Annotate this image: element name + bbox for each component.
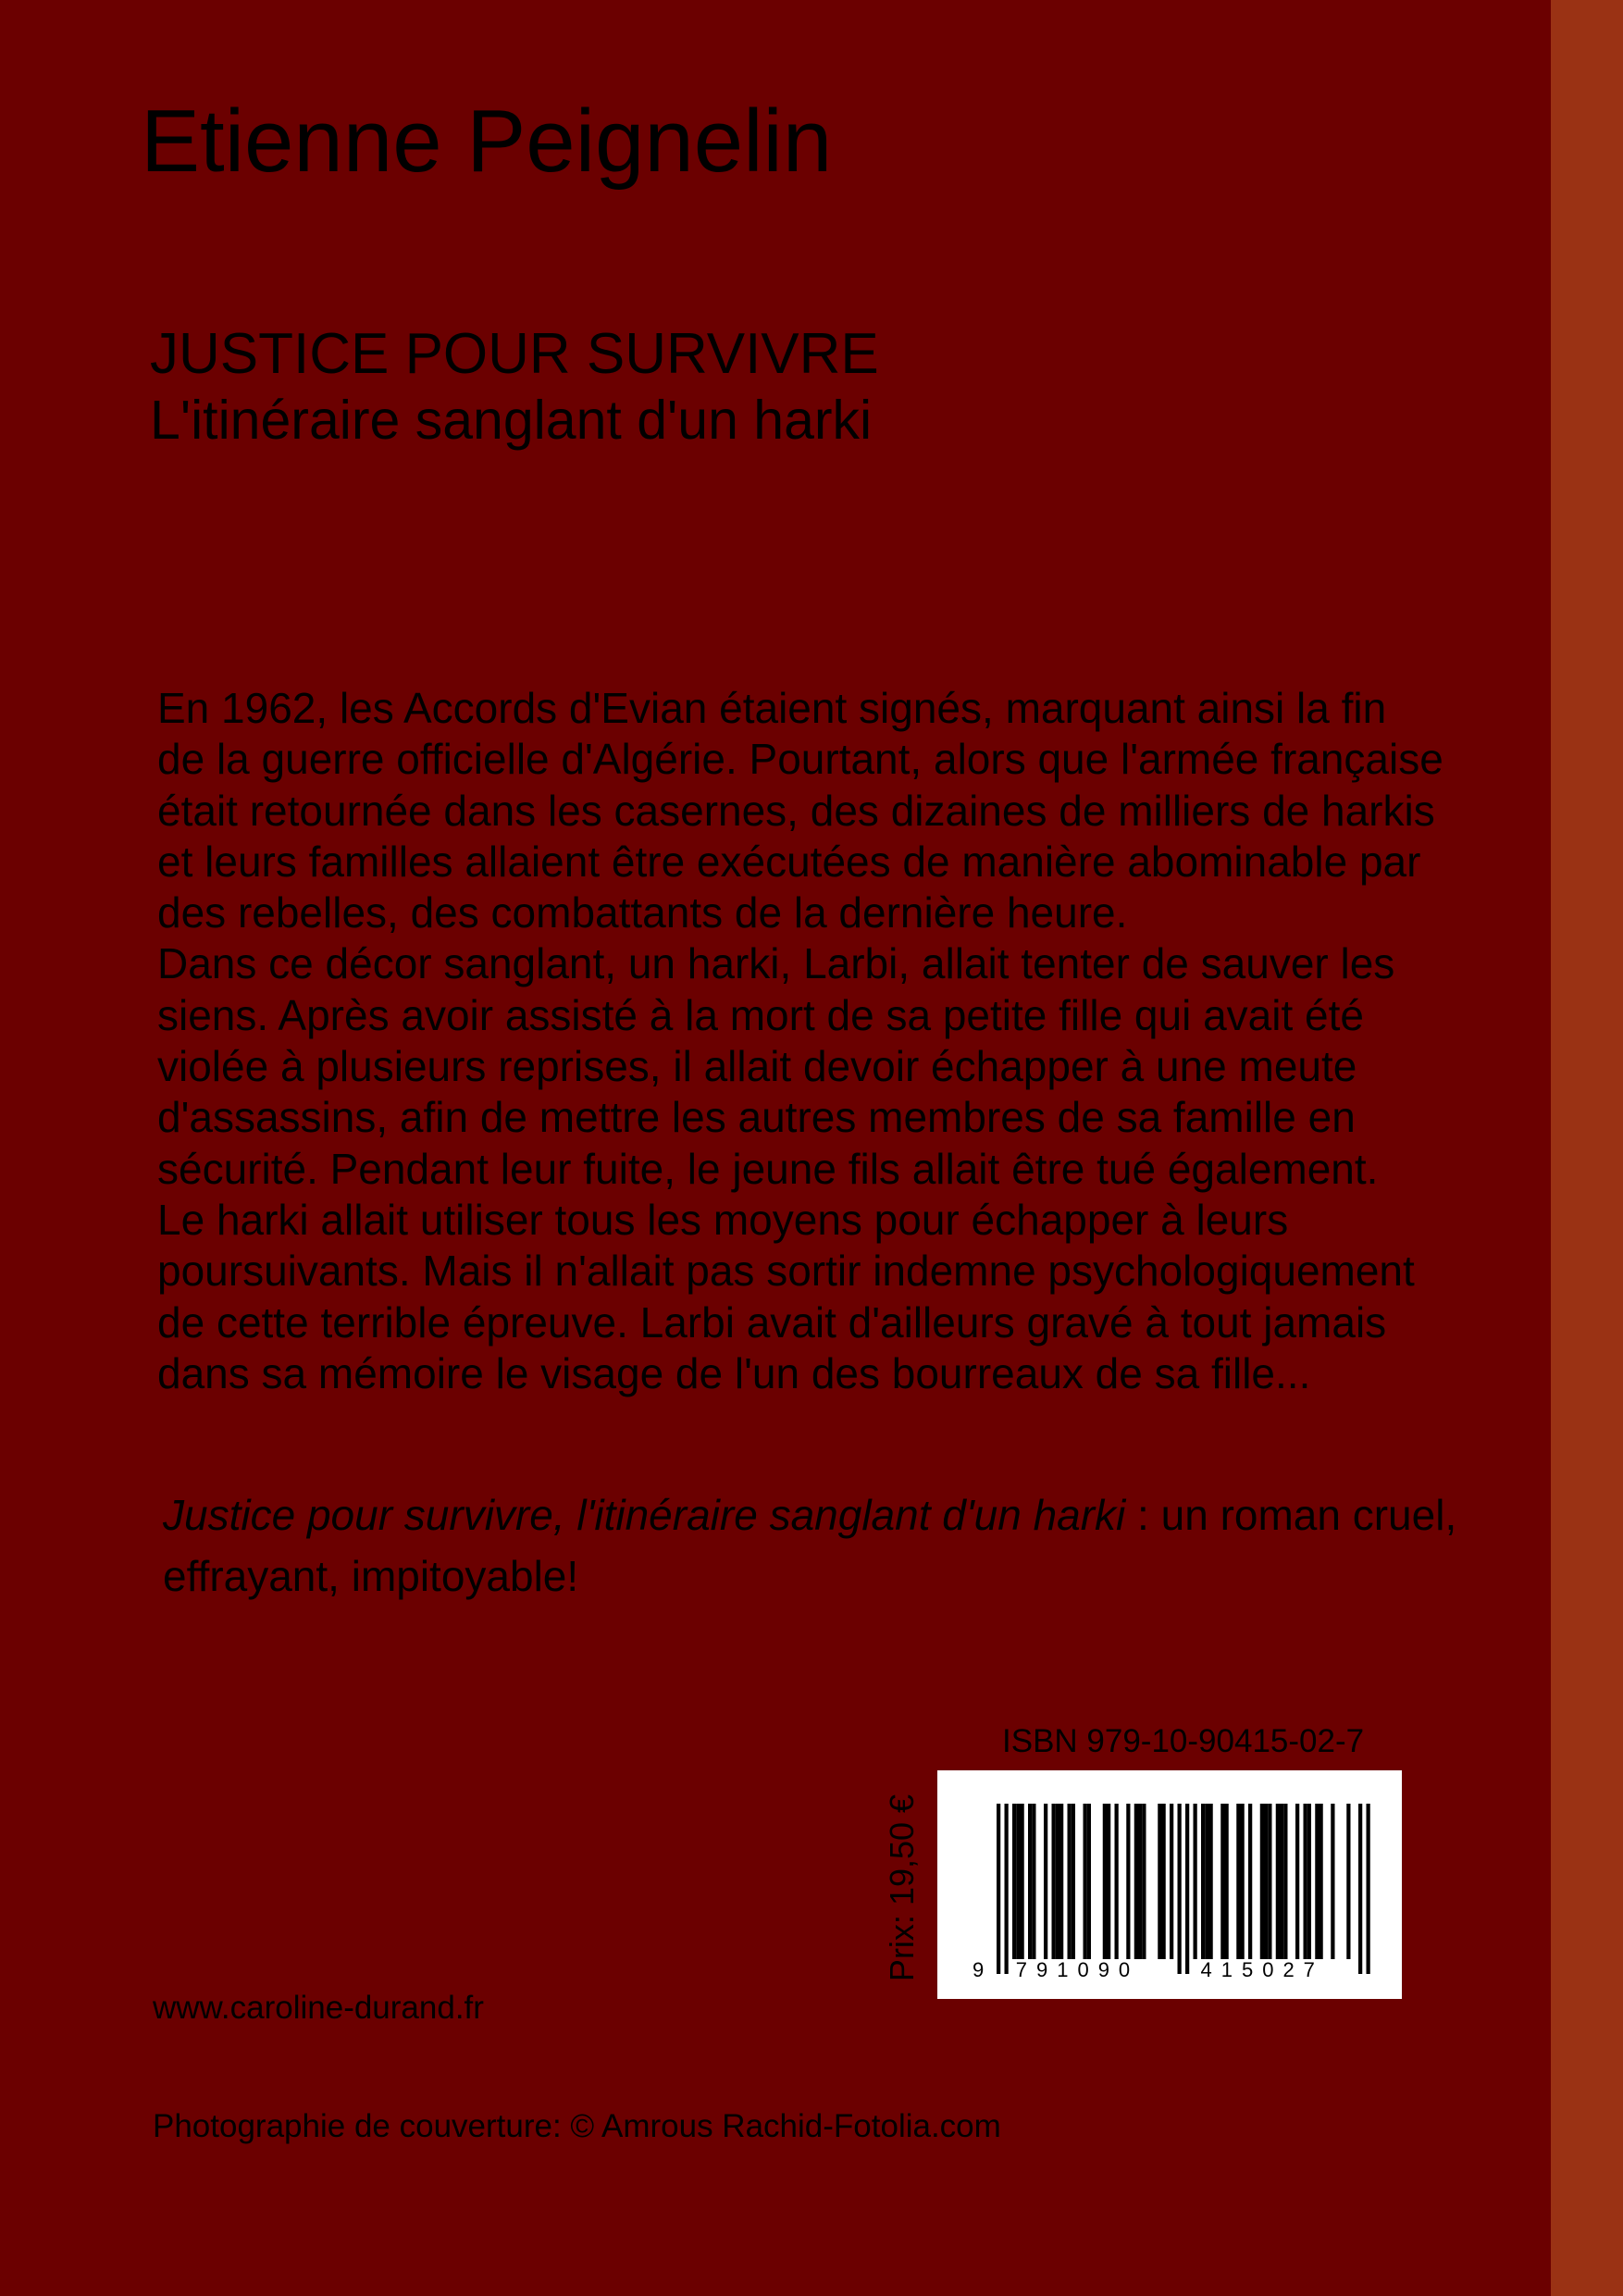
barcode-bar xyxy=(1185,1804,1189,1974)
barcode-bar xyxy=(1315,1804,1319,1959)
barcode-bar xyxy=(1107,1804,1110,1959)
summary-line: dans sa mémoire le visage de l'un des bourreaux de sa fille... xyxy=(157,1348,1311,1397)
author-name: Etienne Peignelin xyxy=(141,92,833,191)
barcode-bar xyxy=(1059,1804,1063,1959)
price-label: Prix: 19,50 € xyxy=(883,1793,921,1982)
barcode-bar xyxy=(1331,1804,1334,1959)
summary-line: Dans ce décor sanglant, un harki, Larbi, allait tenter de sauver les xyxy=(157,939,1395,988)
barcode-bar xyxy=(1068,1804,1072,1959)
barcode-bar xyxy=(1138,1804,1142,1959)
barcode-bar xyxy=(1012,1804,1016,1959)
barcode-bar xyxy=(1162,1804,1166,1959)
barcode-bar xyxy=(1276,1804,1280,1959)
summary-line: poursuivants. Mais il n'allait pas sortir indemne psychologiquement xyxy=(157,1247,1415,1296)
barcode-bar xyxy=(1209,1804,1213,1959)
barcode-bar xyxy=(1178,1804,1182,1974)
barcode-graphic xyxy=(937,1770,1402,1999)
barcode-bar xyxy=(1268,1804,1271,1959)
barcode-bar xyxy=(1225,1804,1229,1959)
summary-line: siens. Après avoir assisté à la mort de sa petite fille qui avait été xyxy=(157,990,1364,1039)
barcode-digits: 415027 xyxy=(1200,1958,1324,1981)
barcode-bar xyxy=(1241,1804,1245,1959)
barcode-bar xyxy=(1021,1804,1024,1959)
tagline-rest: : un roman cruel, xyxy=(1125,1491,1457,1539)
barcode-bar xyxy=(1304,1804,1307,1959)
summary-line: Le harki allait utiliser tous les moyens pour échapper à leurs xyxy=(157,1195,1289,1244)
barcode-bar xyxy=(1367,1804,1370,1974)
summary-line: de la guerre officielle d'Algérie. Pourtant, alors que l'armée française xyxy=(157,735,1443,784)
summary-line: En 1962, les Accords d'Evian étaient signés, marquant ainsi la fin xyxy=(157,684,1387,732)
summary-text xyxy=(157,683,1536,1399)
barcode-bar xyxy=(1032,1804,1035,1959)
barcode-bar xyxy=(1087,1804,1091,1959)
barcode-bar xyxy=(1072,1804,1075,1959)
barcode-bar xyxy=(1319,1804,1323,1959)
tagline xyxy=(163,1484,1532,1607)
summary-line: d'assassins, afin de mettre les autres membres de sa famille en xyxy=(157,1093,1356,1142)
barcode-bar xyxy=(1194,1804,1197,1959)
barcode-bar xyxy=(1103,1804,1107,1959)
barcode-bar xyxy=(1295,1804,1299,1959)
isbn-label: ISBN 979-10-90415-02-7 xyxy=(1002,1723,1365,1759)
barcode-bar xyxy=(1307,1804,1311,1959)
tagline-line-2: effrayant, impitoyable! xyxy=(163,1552,579,1600)
summary-line: de cette terrible épreuve. Larbi avait d'ailleurs gravé à tout jamais xyxy=(157,1297,1387,1347)
barcode-bar xyxy=(1052,1804,1056,1959)
barcode-bar xyxy=(1264,1804,1268,1959)
barcode-bar xyxy=(1170,1804,1173,1959)
barcode-bar xyxy=(1115,1804,1119,1959)
barcode-bar xyxy=(997,1804,1000,1974)
barcode-bar xyxy=(1205,1804,1208,1959)
barcode-bar xyxy=(1236,1804,1240,1959)
spine-strip xyxy=(1551,0,1623,2296)
book-subtitle: L'itinéraire sanglant d'un harki xyxy=(150,390,873,451)
barcode-bar xyxy=(1016,1804,1020,1959)
tagline-line-1 xyxy=(163,1484,1532,1545)
barcode-digits: 9 xyxy=(973,1958,994,1981)
barcode-bar xyxy=(1283,1804,1287,1959)
summary-line: violée à plusieurs reprises, il allait devoir échapper à une meute xyxy=(157,1042,1357,1091)
summary-line: sécurité. Pendant leur fuite, le jeune fils allait être tué également. xyxy=(157,1144,1379,1193)
barcode-bar xyxy=(1248,1804,1252,1959)
barcode-bar xyxy=(1044,1804,1047,1959)
barcode-bar xyxy=(1028,1804,1032,1959)
barcode-bar xyxy=(1126,1804,1130,1959)
barcode-bar xyxy=(1142,1804,1146,1959)
barcode-bar xyxy=(1084,1804,1087,1959)
tagline-italic-title: Justice pour survivre, l'itinéraire sanglant d'un harki xyxy=(163,1491,1126,1539)
barcode-bar xyxy=(1158,1804,1161,1959)
title-block xyxy=(150,322,879,453)
barcode-bar xyxy=(1358,1804,1362,1974)
barcode-bar xyxy=(1134,1804,1138,1959)
barcode-bar xyxy=(1201,1804,1205,1959)
barcode-bar xyxy=(1260,1804,1264,1959)
summary-line: des rebelles, des combattants de la dernière heure. xyxy=(157,888,1128,937)
photo-credit: Photographie de couverture: © Amrous Rachid-Fotolia.com xyxy=(153,2108,1001,2144)
barcode-bar xyxy=(1280,1804,1283,1959)
publisher-website: www.caroline-durand.fr xyxy=(153,1990,484,2026)
summary-line: et leurs familles allaient être exécutées de manière abominable par xyxy=(157,837,1421,886)
summary-line: était retournée dans les casernes, des dizaines de milliers de harkis xyxy=(157,786,1435,835)
barcode-bar xyxy=(1056,1804,1059,1959)
book-title: JUSTICE POUR SURVIVRE xyxy=(150,322,879,386)
barcode-bar xyxy=(1005,1804,1009,1974)
barcode-bar xyxy=(1346,1804,1350,1959)
barcode-digits: 791090 xyxy=(1015,1958,1140,1981)
barcode-bar xyxy=(1220,1804,1224,1959)
barcode xyxy=(937,1770,1402,1999)
